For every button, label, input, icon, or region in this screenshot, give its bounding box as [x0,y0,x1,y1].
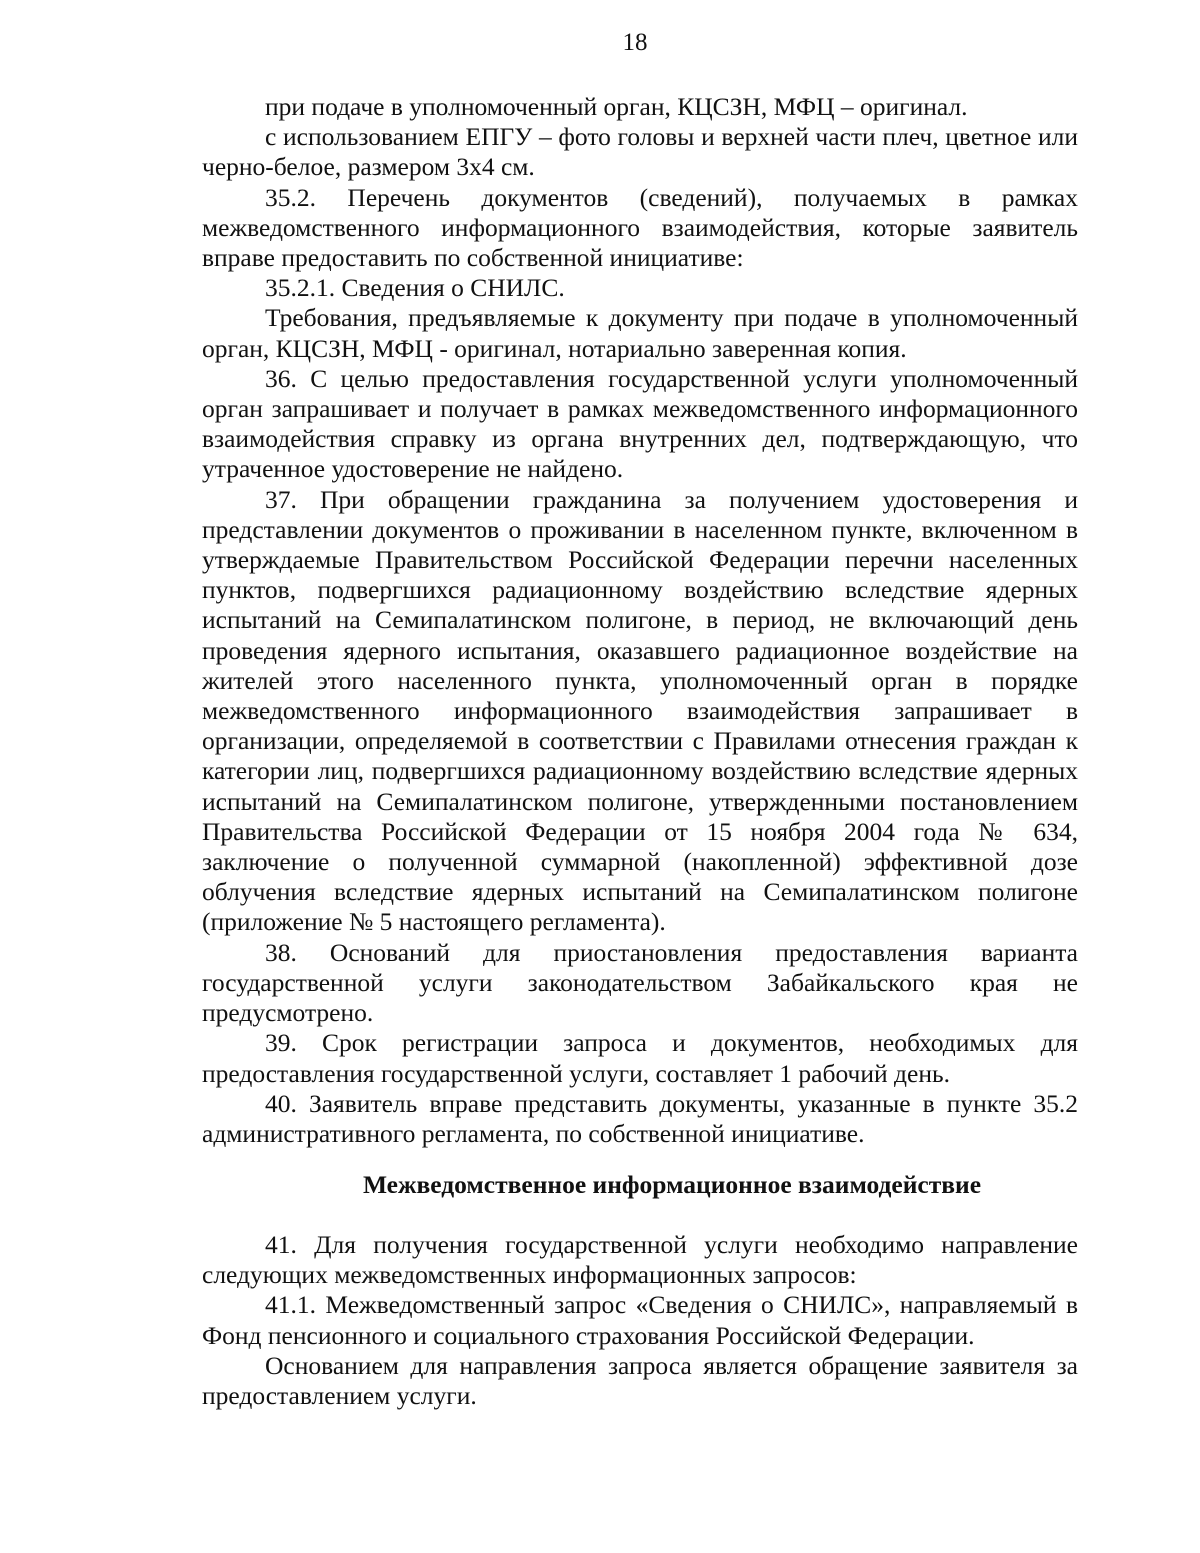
paragraph-40: 40. Заявитель вправе представить документы, указанные в пункте 35.2 административного регламента, по собственной инициативе. [202,1088,1078,1148]
paragraph-35-2: 35.2. Перечень документов (сведений), получаемых в рамках межведомственного информационного взаимодействия, которые заявитель вправе предоставить по собственной инициативе: [202,182,1078,273]
paragraph-41: 41. Для получения государственной услуги необходимо направление следующих межведомственных информационных запросов: [202,1230,1078,1290]
paragraph-38: 38. Оснований для приостановления предоставления варианта государственной услуги законодательством Забайкальского края не предусмотрено. [202,937,1078,1028]
paragraph-36: 36. С целью предоставления государственной услуги уполномоченный орган запрашивает и получает в рамках межведомственного информационного взаимодействия справку из органа внутренних дел, подтверждающую, что утраченное удостоверение не найдено. [202,363,1078,484]
paragraph-request-basis: Основанием для направления запроса является обращение заявителя за предоставлением услуги. [202,1350,1078,1411]
paragraph-35-2-1: 35.2.1. Сведения о СНИЛС. [265,273,565,303]
paragraph-37: 37. При обращении гражданина за получением удостоверения и представлении документов о проживании в населенном пункте, включенном в утверждаемые Правительством Российской Федерации перечни населенных пунктов, подвергшихся радиационному воздействию вследствие ядерных испытаний на Семипалатинском полигоне, в период, не включающий день проведения ядерного испытания, оказавшего радиационное воздействие на жителей этого населенного пункта, уполномоченный орган в порядке межведомственного информационного взаимодействия запрашивает в организации, определяемой в соответствии с Правилами отнесения граждан к категории лиц, подвергшихся радиационному воздействию вследствие ядерных испытаний на Семипалатинском полигоне, утвержденными постановлением Правительства Российской Федерации от 15 ноября 2004 года № 634, заключение о полученной суммарной (накопленной) эффективной дозе облучения вследствие ядерных испытаний на Семипалатинском полигоне (приложение № 5 настоящего регламента). [202,484,1078,937]
paragraph-epgu-photo: с использованием ЕПГУ – фото головы и верхней части плеч, цветное или черно-белое, размером 3х4 см. [202,122,1078,182]
page-number: 18 [622,29,648,56]
body-text-top [202,92,1078,1149]
section-heading: Межведомственное информационное взаимодействие [362,1170,982,1199]
paragraph-document-requirements: Требования, предъявляемые к документу при подаче в уполномоченный орган, КЦСЗН, МФЦ - оригинал, нотариально заверенная копия. [202,303,1078,363]
paragraph-39: 39. Срок регистрации запроса и документов, необходимых для предоставления государственной услуги, составляет 1 рабочий день. [202,1028,1078,1088]
paragraph-original-submission: при подаче в уполномоченный орган, КЦСЗН, МФЦ – оригинал. [265,92,968,121]
paragraph-41-1: 41.1. Межведомственный запрос «Сведения о СНИЛС», направляемый в Фонд пенсионного и социального страхования Российской Федерации. [202,1290,1078,1350]
body-text-bottom [202,1230,1078,1411]
